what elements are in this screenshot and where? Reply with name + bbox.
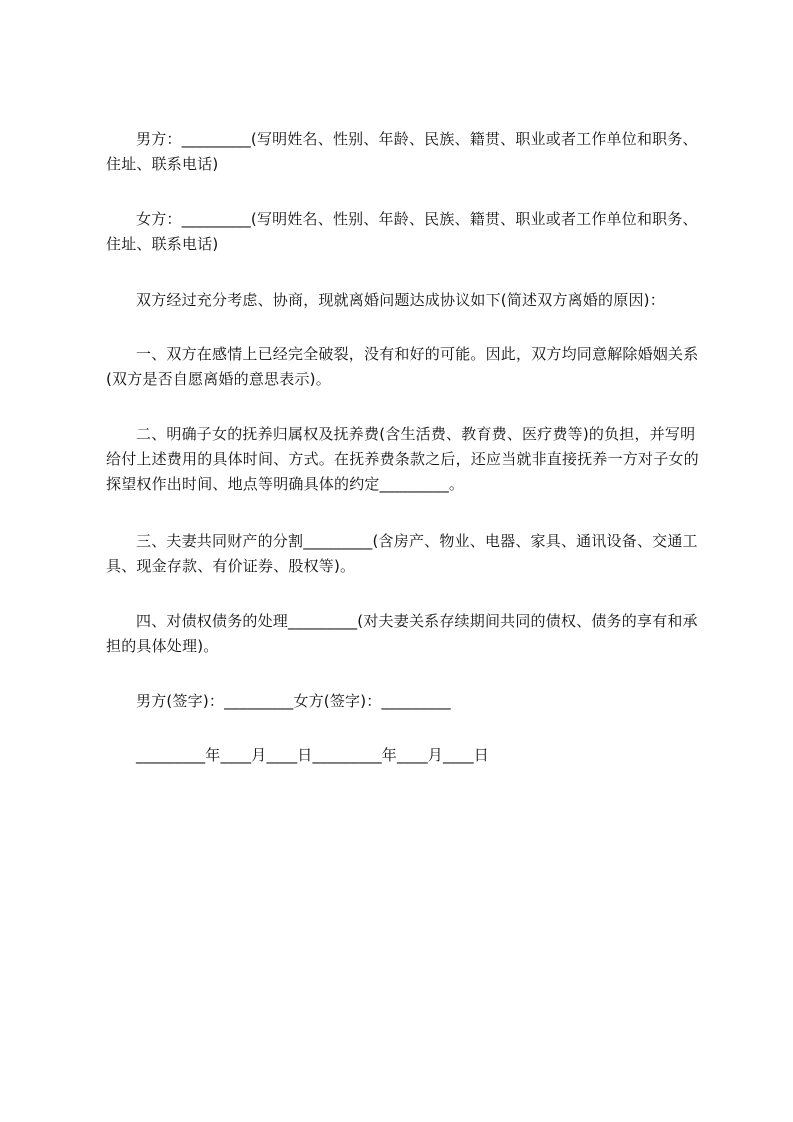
date-line: _________年____月____日_________年____月____日	[136, 746, 490, 764]
paragraph-agreement-intro: 双方经过充分考虑、协商，现就离婚问题达成协议如下(简述双方离婚的原因)：	[136, 291, 665, 309]
paragraph-male-party: 男方：_________(写明姓名、性别、年龄、民族、籍贯、职业或者工作单位和职务、住址、联系电话)	[106, 130, 698, 173]
paragraph-female-party: 女方：_________(写明姓名、性别、年龄、民族、籍贯、职业或者工作单位和职务、住址、联系电话)	[106, 210, 698, 253]
paragraph-clause-4: 四、对债权债务的处理_________(对夫妻关系存续期间共同的债权、债务的享有和承担的具体处理)。	[106, 612, 698, 655]
signature-line: 男方(签字)：_________女方(签字)：_________	[136, 692, 451, 710]
paragraph-clause-3: 三、夫妻共同财产的分割_________(含房产、物业、电器、家具、通讯设备、交通工具、现金存款、有价证券、股权等)。	[106, 532, 698, 575]
paragraph-clause-1: 一、双方在感情上已经完全破裂，没有和好的可能。因此，双方均同意解除婚姻关系(双方是否自愿离婚的意思表示)。	[106, 345, 699, 388]
paragraph-clause-2: 二、明确子女的抚养归属权及抚养费(含生活费、教育费、医疗费等)的负担，并写明给付上述费用的具体时间、方式。在抚养费条款之后，还应当就非直接抚养一方对子女的探望权作出时间、地点等明确具体的约定_________。	[106, 425, 699, 493]
